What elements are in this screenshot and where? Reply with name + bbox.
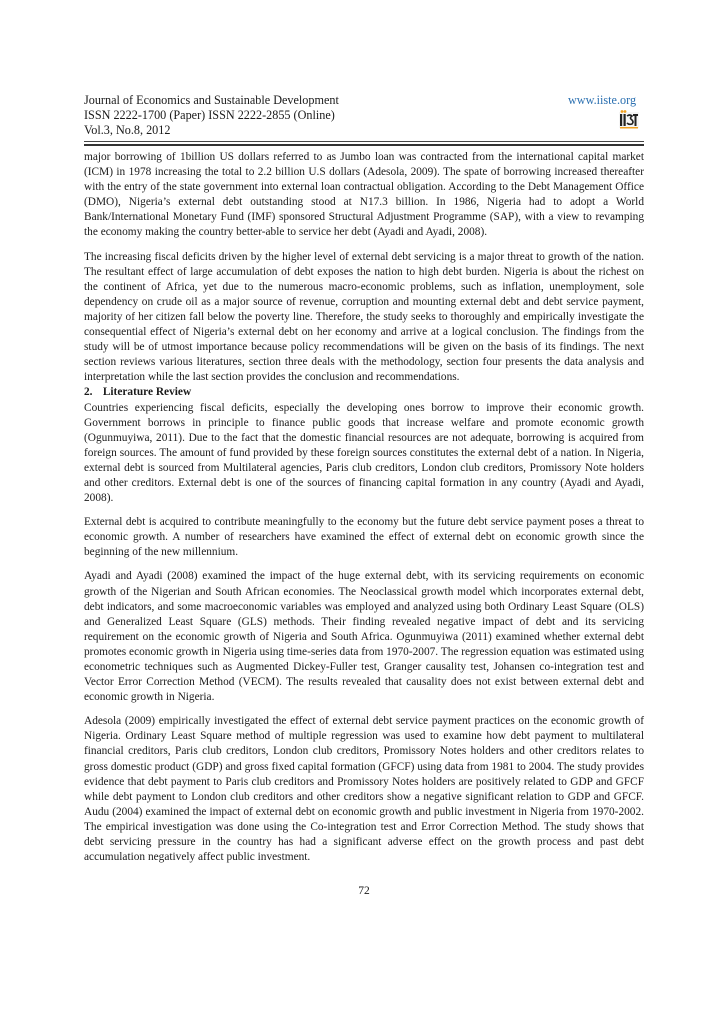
journal-issn: ISSN 2222-1700 (Paper) ISSN 2222-2855 (Online)	[84, 108, 335, 122]
header-rule-thick	[84, 144, 644, 146]
journal-website-link[interactable]: www.iiste.org	[568, 93, 637, 107]
section-number: 2.	[84, 386, 93, 399]
section-title: Literature Review	[102, 386, 192, 399]
paragraph-6: Adesola (2009) empirically investigated the effect of external debt service payment practices on the economic growth of Nigeria. Ordinary Least Square method of multiple regression was used to examine how debt payment to multilateral financial creditors, Paris club creditors, London club creditors, Promissory Notes holders and other creditors relates to gross domestic product (GDP) and gross fixed capital formation (GFCF) using data from 1981 to 2004. The study provides evidence that debt payment to Paris club creditors and Promissory Notes holders are positively related to GDP and GFCF while debt payment to London club creditors and other creditors show a negative significant relation to GDP and GFCF. Audu (2004) examined the impact of external debt on economic growth and public investment in Nigeria from 1970-2002. The empirical investigation was done using the Co-integration test and Error Correction Method. The study shows that debt servicing pressure in the country has had a significant adverse effect on the growth process and past debt accumulation negatively affect public investment.	[84, 715, 644, 864]
paragraph-5: Ayadi and Ayadi (2008) examined the impact of the huge external debt, with its servicing requirements on economic growth of the Nigerian and South African economies. The Neoclassical growth model which incorporates external debt, debt indicators, and some macroeconomic variables was employed and analyzed using both Ordinary Least Square (OLS) and Generalized Least Square (GLS) methods. Their finding revealed negative impact of debt and its servicing requirement on the economic growth of Nigeria and South Africa. Ogunmuyiwa (2011) examined whether external debt promotes economic growth in Nigeria using time-series data from 1970-2007. The regression equation was estimated using econometric techniques such as Augmented Dickey-Fuller test, Granger causality test, Johansen co-integration test and Vector Error Correction Method (VECM). The results revealed that causality does not exist between external debt and economic growth in Nigeria.	[84, 570, 644, 704]
section-heading	[84, 385, 644, 400]
article-body	[84, 150, 644, 865]
journal-title: Journal of Economics and Sustainable Development	[84, 93, 339, 107]
header-rule-thin	[84, 141, 644, 142]
paragraph-4: External debt is acquired to contribute meaningfully to the economy but the future debt service payment poses a threat to economic growth. A number of researchers have examined the effect of external debt on economic growth since the beginning of the new millennium.	[84, 516, 644, 559]
page-number: 72	[358, 885, 370, 897]
paragraph-2: The increasing fiscal deficits driven by the higher level of external debt servicing is a major threat to growth of the nation. The resultant effect of large accumulation of debt exposes the nation to high debt burden. Nigeria is about the richest on the continent of Africa, yet due to the numerous macro-economic problems, such as inflation, unemployment, sole dependency on crude oil as a major source of revenue, corruption and mounting external debt and debt service payment, majority of her citizen fall below the poverty line. Therefore, the study seeks to thoroughly and empirically investigate the consequential effect of Nigeria’s external debt on her economy and arrive at a logical conclusion. The findings from the study will be of utmost importance because policy recommendations will be given on the basis of its findings. The next section reviews various literatures, section three deals with the methodology, section four presents the data analysis and interpretation while the last section provides the conclusion and recommendations.	[84, 250, 644, 384]
journal-header	[84, 93, 644, 138]
iiste-logo	[617, 108, 641, 134]
paragraph-1: major borrowing of 1billion US dollars referred to as Jumbo loan was contracted from the international capital market (ICM) in 1978 increasing the total to 2.2 billion U.S dollars (Adesola, 2009). The spate of borrowing increased thereafter with the entry of the state government into external loan contractual obligation. According to the Debt Management Office (DMO), Nigeria’s external debt outstanding stood at N17.3 billion. In 1986, Nigeria had to adopt a World Bank/International Monetary Fund (IMF) sponsored Structural Adjustment Programme (SAP), with a view to revamping the economy making the country better-able to service her debt (Ayadi and Ayadi, 2008).	[84, 151, 644, 239]
journal-volume: Vol.3, No.8, 2012	[84, 123, 171, 137]
paragraph-3: Countries experiencing fiscal deficits, especially the developing ones borrow to improve their economic growth. Government borrows in principle to finance public goods that increase welfare and promote economic growth (Ogunmuyiwa, 2011). Due to the fact that the domestic financial resources are not adequate, borrowing is acquired from foreign sources. The amount of fund provided by these foreign sources constitutes the external debt of a nation. In Nigeria, external debt is sourced from Multilateral agencies, Paris club creditors, London club creditors, Promissory Note holders and other creditors. External debt is one of the sources of financing capital formation in any country (Ayadi and Ayadi, 2008).	[84, 401, 644, 505]
